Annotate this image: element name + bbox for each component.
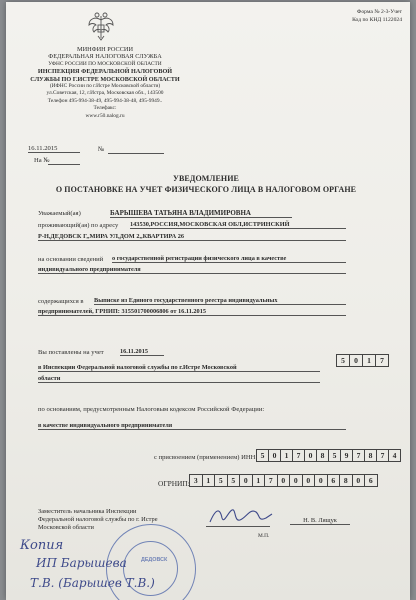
ogrnip-digit: 0	[277, 474, 290, 487]
handwritten-initials-note: Т.В. (Барышев Т.В.)	[30, 576, 155, 590]
inn-digit: 7	[292, 449, 304, 462]
registered-label: Вы поставлены на учет	[38, 349, 104, 356]
ogrnip-digit: 5	[227, 474, 240, 487]
inn-digit: 5	[256, 449, 268, 462]
inn-digit: 8	[316, 449, 328, 462]
inspection-phone: Телефон 495-994-38-49, 495-994-38-48, 495-9949..	[47, 97, 163, 104]
service-name: ФЕДЕРАЛЬНАЯ НАЛОГОВАЯ СЛУЖБА	[48, 53, 162, 61]
inspection-fax: Телефакс:	[93, 105, 117, 112]
document-title	[26, 174, 386, 195]
registered-date: 16.11.2015	[120, 348, 164, 356]
ogrnip-digit: 5	[214, 474, 227, 487]
ministry-name: МИНФИН РОССИИ	[76, 46, 134, 53]
residence-line-1: 143530,РОССИЯ,МОСКОВСКАЯ ОБЛ,ИСТРИНСКИЙ	[130, 221, 346, 229]
inspection-short-name: (ИФНС России по г.Истре Московской области)	[49, 83, 161, 90]
position-line-1: Заместитель начальника Инспекции	[38, 508, 137, 515]
contained-label: содержащихся в	[38, 298, 84, 305]
ogrnip-digit: 0	[352, 474, 365, 487]
addressee-name: БАРЫШЕВА ТАТЬЯНА ВЛАДИМИРОВНА	[110, 209, 292, 218]
title-line-1: УВЕДОМЛЕНИЕ	[173, 174, 239, 183]
notification-document	[6, 2, 410, 600]
title-line-2: О ПОСТАНОВКЕ НА УЧЕТ ФИЗИЧЕСКОГО ЛИЦА В НАЛОГОВОМ ОРГАНЕ	[55, 184, 357, 194]
document-date: 16.11.2015	[28, 145, 80, 153]
inn-digit: 7	[352, 449, 364, 462]
authority-code-digit: 1	[362, 354, 375, 367]
tax-code-value: в качестве индивидуального предпринимателя	[38, 422, 346, 430]
position-line-2: Федеральной налоговой службы по г. Истре	[38, 516, 158, 523]
inspection-site: www.r50.nalog.ru	[85, 112, 125, 119]
ogrnip-digit: 6	[327, 474, 340, 487]
addressee-label: Уважаемый(ая)	[38, 210, 81, 217]
form-number: Форма № 2-3-Учет	[356, 9, 402, 15]
issuer-header	[30, 46, 180, 120]
ogrnip-digit: 0	[239, 474, 252, 487]
ogrnip-digit: 6	[364, 474, 378, 487]
inn-digit: 1	[280, 449, 292, 462]
ogrnip-digit: 1	[252, 474, 265, 487]
basis-line-1: о государственной регистрации физического лица в качестве	[112, 255, 346, 263]
stamp-place: М.П.	[258, 533, 270, 539]
ogrnip-label: ОГРНИП:	[158, 479, 190, 488]
position-line-3: Московской области	[38, 524, 94, 531]
handwritten-entrepreneur-note: ИП Барышева	[36, 556, 127, 570]
authority-code-digit: 5	[336, 354, 349, 367]
ogrnip-digit: 1	[202, 474, 215, 487]
signer-name: Н. В. Лящук	[290, 517, 350, 525]
ogrnip-cells	[189, 474, 378, 487]
inspection-address: ул.Советская, 12, г.Истра, Московская обл., 143500	[46, 90, 164, 97]
authority-line-2: области	[38, 375, 320, 383]
basis-line-2: индивидуального предпринимателя	[38, 266, 346, 274]
ogrnip-digit: 0	[314, 474, 327, 487]
ogrnip-digit: 3	[189, 474, 202, 487]
ogrnip-digit: 0	[302, 474, 315, 487]
ogrnip-digit: 7	[264, 474, 277, 487]
authority-code-cells	[336, 354, 389, 367]
tax-code-label: по основаниям, предусмотренным Налоговым кодексом Российской Федерации:	[38, 406, 265, 413]
inn-label: с присвоением (применением) ИНН:	[154, 454, 258, 461]
inn-digit: 8	[364, 449, 376, 462]
document-number-label: №	[98, 146, 105, 153]
form-info	[306, 8, 402, 24]
inn-digit: 0	[304, 449, 316, 462]
contained-line-1: Выписке из Единого государственного реестра индивидуальных	[94, 297, 346, 305]
ogrnip-digit: 8	[339, 474, 352, 487]
coat-of-arms-emblem	[84, 10, 118, 44]
reference-number-label: На №	[34, 157, 50, 164]
inspection-name-1: ИНСПЕКЦИЯ ФЕДЕРАЛЬНОЙ НАЛОГОВОЙ	[37, 68, 173, 76]
knd-code: Код по КНД 1122024	[352, 17, 402, 23]
residence-line-2: Р-Н,ДЕДОВСК Г,,МИРА УЛ,ДОМ 2,,КВАРТИРА 26	[38, 233, 346, 241]
inspection-name-2: СЛУЖБЫ ПО Г.ИСТРЕ МОСКОВСКОЙ ОБЛАСТИ	[30, 75, 180, 83]
inn-digit: 4	[388, 449, 401, 462]
authority-code-digit: 0	[349, 354, 362, 367]
reference-number-line	[48, 164, 80, 165]
ufns-name: УФНС РОССИИ ПО МОСКОВСКОЙ ОБЛАСТИ	[48, 60, 162, 67]
basis-label: на основании сведений	[38, 256, 104, 263]
inn-cells	[256, 449, 401, 462]
document-number-line	[108, 153, 164, 154]
authority-code-digit: 7	[375, 354, 389, 367]
residence-label: проживающий(ая) по адресу	[38, 222, 119, 229]
contained-line-2: предпринимателей, ГРНИП: 315501700006806 от 16.11.2015	[38, 308, 346, 316]
inn-digit: 0	[268, 449, 280, 462]
inn-digit: 9	[340, 449, 352, 462]
authority-line-1: в Инспекции Федеральной налоговой службы по г.Истре Московской	[38, 364, 320, 372]
ogrnip-digit: 0	[289, 474, 302, 487]
inn-digit: 7	[376, 449, 388, 462]
handwritten-copy-note: Копия	[20, 538, 64, 553]
inn-digit: 5	[328, 449, 340, 462]
signature-scribble	[206, 502, 276, 528]
stamp-text: ДЕДОВСК	[141, 557, 168, 563]
